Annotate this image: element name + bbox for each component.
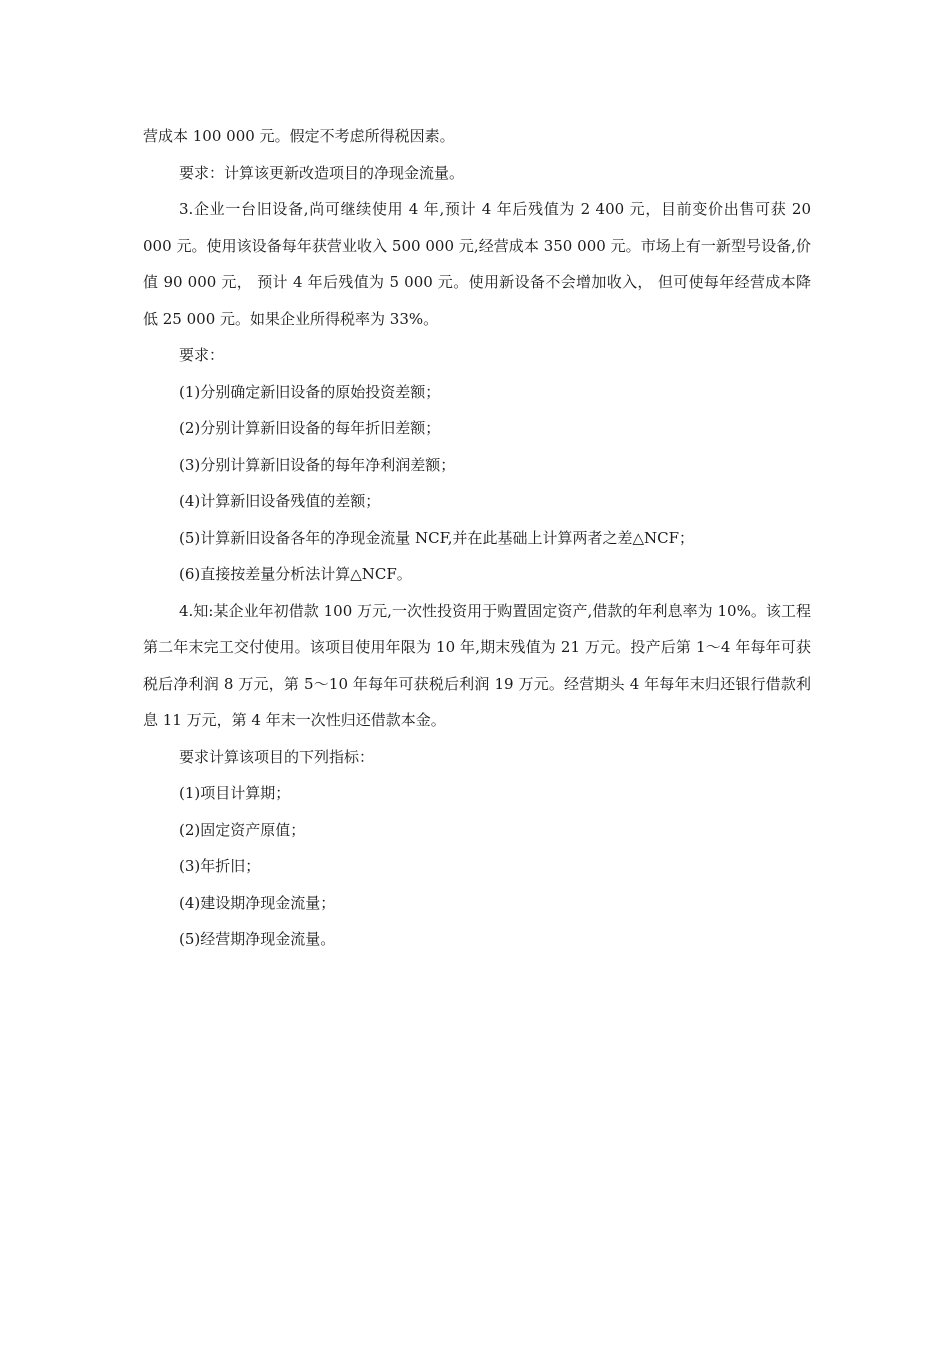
document-body: [143, 118, 811, 958]
list-item: (5)计算新旧设备各年的净现金流量 NCF,并在此基础上计算两者之差△NCF；: [179, 528, 695, 547]
requirement-heading: 要求计算该项目的下列指标：: [179, 747, 375, 766]
requirement-heading: 要求：: [179, 346, 225, 364]
list-item: (6)直接按差量分析法计算△NCF。: [179, 565, 412, 583]
list-item: (3)分别计算新旧设备的每年净利润差额；: [179, 455, 456, 474]
requirement-paragraph: 要求：计算该更新改造项目的净现金流量。: [179, 163, 465, 182]
list-item: (1)项目计算期；: [179, 784, 291, 802]
list-item: (2)分别计算新旧设备的每年折旧差额；: [179, 419, 441, 437]
problem-3-paragraph: 3.企业一台旧设备,尚可继续使用 4 年,预计 4 年后残值为 2 400 元，目前变价出售可获 20 000 元。使用该设备每年获营业收入 500 000 元,经营成本 350 000 元。市场上有一新型号设备,价值 90 000 元， 预计 4 年后残值为 5 000 元。使用新设备不会增加收入， 但可使每年经营成本降低 25 000 元。如果企业所得税率为 33%。: [143, 200, 811, 328]
problem-4-paragraph: 4.知:某企业年初借款 100 万元,一次性投资用于购置固定资产,借款的年利息率为 10%。该工程第二年末完工交付使用。该项目使用年限为 10 年,期末残值为 21 万元。投产后第 1～4 年每年可获税后净利润 8 万元，第 5～10 年每年可获税后利润 19 万元。经营期头 4 年每年末归还银行借款利息 11 万元，第 4 年末一次性归还借款本金。: [143, 601, 811, 729]
list-item: (5)经营期净现金流量。: [179, 930, 336, 948]
list-item: (4)计算新旧设备残值的差额；: [179, 492, 381, 510]
list-item: (2)固定资产原值；: [179, 820, 306, 839]
list-item: (4)建设期净现金流量；: [179, 893, 336, 912]
list-item: (3)年折旧；: [179, 857, 261, 875]
paragraph-continuation: 营成本 100 000 元。假定不考虑所得税因素。: [143, 127, 455, 145]
list-item: (1)分别确定新旧设备的原始投资差额；: [179, 382, 441, 401]
